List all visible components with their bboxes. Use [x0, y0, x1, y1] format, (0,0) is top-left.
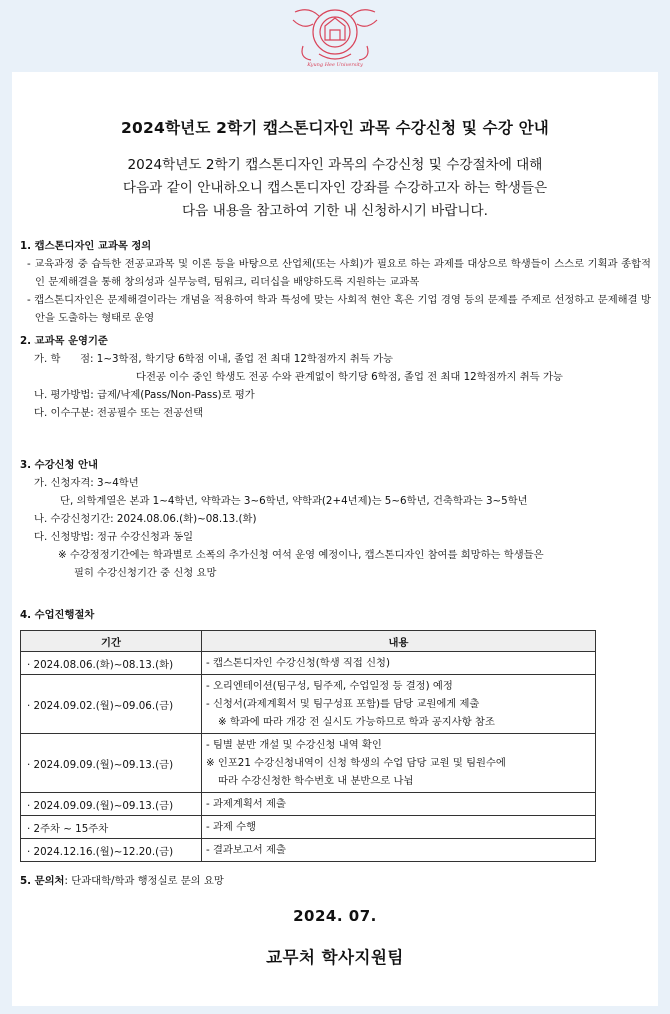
content-line: ※ 인포21 수강신청내역이 신청 학생의 수업 담당 교원 및 팀원수에 [206, 757, 506, 769]
table-row [21, 652, 596, 675]
section-heading: 2. 교과목 운영기준 [20, 335, 108, 347]
notice-line: ※ 수강정정기간에는 학과별로 소폭의 추가신청 여석 운영 예정이나, 캡스톤디자인 참여를 희망하는 학생들은 [58, 549, 544, 561]
content-cell [202, 793, 596, 816]
column-header-content: 내용 [202, 631, 596, 652]
content-line: - 오리엔테이션(팀구성, 팀주제, 수업일정 등 결정) 예정 [206, 680, 453, 692]
issue-date: 2024. 07. [293, 907, 377, 925]
period-cell: · 2024.12.16.(월)~12.20.(금) [21, 839, 202, 862]
section-heading: 1. 캡스톤디자인 교과목 정의 [20, 240, 152, 252]
content-cell [202, 734, 596, 793]
contact-info [20, 872, 224, 887]
registration-period: 나. 수강신청기간: 2024.08.06.(화)~08.13.(화) [34, 513, 257, 525]
content-cell [202, 816, 596, 839]
university-seal-icon [289, 2, 381, 68]
section-definition [20, 237, 651, 327]
table-row [21, 793, 596, 816]
content-line: - 과제 수행 [206, 821, 257, 833]
credit-text: 1~3학점, 학기당 6학점 이내, 졸업 전 최대 12학점까지 취득 가능 [96, 353, 393, 365]
definition-item: - 캡스톤디자인은 문제해결이라는 개념을 적용하여 학과 특성에 맞는 사회적 현안 혹은 기업 경영 등의 문제를 주제로 선정하고 문제해결 방안을 도출하는 형태로 운영 [27, 294, 651, 324]
document-title: 2024학년도 2학기 캡스톤디자인 과목 수강신청 및 수강 안내 [121, 119, 549, 137]
content-cell [202, 839, 596, 862]
table-row [21, 816, 596, 839]
table-row [21, 675, 596, 734]
table-row [21, 734, 596, 793]
definition-item: - 교육과정 중 습득한 전공교과목 및 이론 등을 바탕으로 산업체(또는 사회)가 필요로 하는 과제를 대상으로 학생들이 스스로 기획과 종합적인 문제해결을 통해 창의성과 실무능력, 팀워크, 리더십을 배양하도록 지원하는 교과목 [27, 258, 651, 288]
notice-line: 필히 수강신청기간 중 신청 요망 [74, 567, 217, 579]
period-cell: · 2024.09.09.(월)~09.13.(금) [21, 734, 202, 793]
column-header-period: 기간 [21, 631, 202, 652]
content-cell [202, 652, 596, 675]
period-cell: · 2024.08.06.(화)~08.13.(화) [21, 652, 202, 675]
section-criteria [20, 332, 563, 422]
content-line: ※ 학과에 따라 개강 전 실시도 가능하므로 학과 공지사항 참조 [218, 716, 495, 728]
eligibility-note: 단, 의학계열은 본과 1~4학년, 약학과는 3~6학년, 약학과(2+4년제)는 5~6학년, 건축학과는 3~5학년 [60, 495, 528, 507]
content-line: 따라 수강신청한 학수번호 내 분반으로 나뉨 [218, 775, 414, 787]
document-page [12, 72, 658, 1006]
period-cell: · 2024.09.09.(월)~09.13.(금) [21, 793, 202, 816]
credit-row [20, 350, 563, 368]
content-line: - 캡스톤디자인 수강신청(학생 직접 신청) [206, 657, 390, 669]
period-cell: · 2주차 ~ 15주차 [21, 816, 202, 839]
issuing-office: 교무처 학사지원팀 [266, 948, 404, 967]
section-heading: 3. 수강신청 안내 [20, 459, 98, 471]
registration-method: 다. 신청방법: 정규 수강신청과 동일 [34, 531, 194, 543]
content-line: - 과제계획서 제출 [206, 798, 286, 810]
completion-type: 다. 이수구분: 전공필수 또는 전공선택 [34, 407, 204, 419]
evaluation-method: 나. 평가방법: 급제/낙제(Pass/Non-Pass)로 평가 [34, 389, 255, 401]
table-row [21, 839, 596, 862]
content-line: - 팀별 분반 개설 및 수강신청 내역 확인 [206, 739, 382, 751]
content-cell [202, 675, 596, 734]
section-heading: 4. 수업진행절차 [20, 609, 95, 621]
content-line: - 결과보고서 제출 [206, 844, 286, 856]
section-registration [20, 456, 643, 582]
intro-line: 2024학년도 2학기 캡스톤디자인 과목의 수강신청 및 수강절차에 대해 [127, 157, 543, 173]
eligibility: 가. 신청자격: 3~4학년 [34, 477, 139, 489]
table-header-row [21, 631, 596, 652]
credit-label: 가. 학 점: [34, 353, 94, 365]
procedure-table [20, 630, 596, 862]
credit-extra: 다전공 이수 중인 학생도 전공 수와 관계없이 학기당 6학점, 졸업 전 최대 12학점까지 취득 가능 [136, 371, 563, 383]
intro-line: 다음과 같이 안내하오니 캡스톤디자인 강좌를 수강하고자 하는 학생들은 [122, 180, 548, 196]
content-line: - 신청서(과제계획서 및 팀구성표 포함)를 담당 교원에게 제출 [206, 698, 480, 710]
intro-paragraph [12, 154, 658, 223]
contact-text: : 단과대학/학과 행정실로 문의 요망 [64, 875, 224, 887]
contact-label: 5. 문의처 [20, 875, 65, 887]
period-cell: · 2024.09.02.(월)~09.06.(금) [21, 675, 202, 734]
svg-text:Kyung Hee University: Kyung Hee University [307, 62, 363, 68]
registration-notice [20, 546, 643, 582]
intro-line: 다음 내용을 참고하여 기한 내 신청하시기 바랍니다. [181, 203, 488, 219]
